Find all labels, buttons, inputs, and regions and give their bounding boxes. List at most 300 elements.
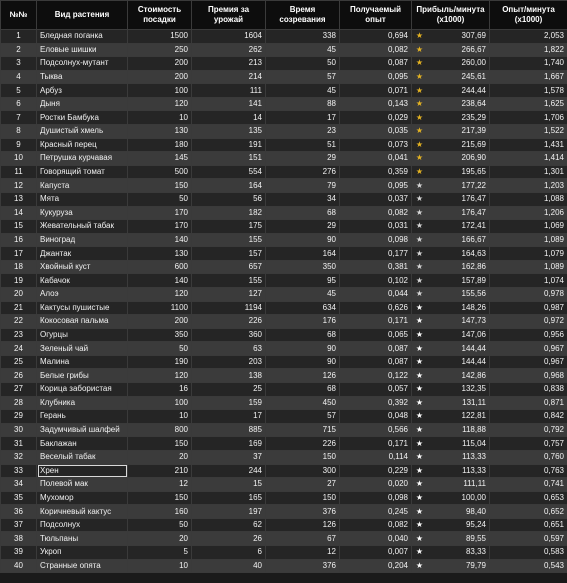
cell-harvest-bonus[interactable]: 6 <box>192 545 266 559</box>
cell-row-number[interactable]: 11 <box>1 165 37 179</box>
cell-profit-per-minute[interactable] <box>412 206 490 220</box>
cell-ripening-time[interactable]: 126 <box>266 369 340 383</box>
cell-harvest-bonus[interactable]: 657 <box>192 260 266 274</box>
cell-profit-per-minute[interactable] <box>412 437 490 451</box>
cell-row-number[interactable]: 40 <box>1 559 37 573</box>
cell-plant-name[interactable]: Белые грибы <box>37 369 128 383</box>
cell-harvest-bonus[interactable]: 159 <box>192 396 266 410</box>
cell-planting-cost[interactable]: 210 <box>128 464 192 478</box>
cell-profit-per-minute[interactable] <box>412 342 490 356</box>
cell-harvest-bonus[interactable]: 1194 <box>192 301 266 315</box>
header-time[interactable]: Время созревания <box>266 1 340 30</box>
cell-experience-per-minute[interactable]: 1,822 <box>490 43 567 57</box>
cell-harvest-bonus[interactable]: 56 <box>192 192 266 206</box>
cell-experience-per-minute[interactable]: 1,069 <box>490 220 567 234</box>
cell-plant-name[interactable]: Кабачок <box>37 274 128 288</box>
cell-plant-name[interactable]: Корица забористая <box>37 383 128 397</box>
cell-planting-cost[interactable]: 20 <box>128 450 192 464</box>
cell-harvest-bonus[interactable]: 214 <box>192 70 266 84</box>
cell-ripening-time[interactable]: 51 <box>266 138 340 152</box>
cell-harvest-bonus[interactable]: 164 <box>192 179 266 193</box>
cell-ripening-time[interactable]: 88 <box>266 97 340 111</box>
cell-plant-name[interactable]: Мухомор <box>37 491 128 505</box>
cell-experience[interactable]: 0,071 <box>340 84 412 98</box>
cell-experience-per-minute[interactable]: 0,653 <box>490 491 567 505</box>
cell-planting-cost[interactable]: 120 <box>128 287 192 301</box>
cell-experience-per-minute[interactable]: 0,792 <box>490 423 567 437</box>
cell-row-number[interactable]: 13 <box>1 192 37 206</box>
cell-row-number[interactable]: 5 <box>1 84 37 98</box>
cell-planting-cost[interactable]: 180 <box>128 138 192 152</box>
cell-experience[interactable]: 0,114 <box>340 450 412 464</box>
cell-ripening-time[interactable]: 68 <box>266 328 340 342</box>
cell-harvest-bonus[interactable]: 554 <box>192 165 266 179</box>
cell-ripening-time[interactable]: 45 <box>266 43 340 57</box>
cell-experience[interactable]: 0,566 <box>340 423 412 437</box>
cell-row-number[interactable]: 22 <box>1 315 37 329</box>
cell-harvest-bonus[interactable]: 40 <box>192 559 266 573</box>
cell-experience[interactable]: 0,122 <box>340 369 412 383</box>
cell-experience[interactable]: 0,082 <box>340 43 412 57</box>
cell-experience-per-minute[interactable]: 1,089 <box>490 260 567 274</box>
cell-experience[interactable]: 0,087 <box>340 342 412 356</box>
cell-ripening-time[interactable]: 57 <box>266 410 340 424</box>
cell-plant-name[interactable]: Арбуз <box>37 84 128 98</box>
cell-harvest-bonus[interactable]: 885 <box>192 423 266 437</box>
cell-plant-name[interactable]: Хвойный куст <box>37 260 128 274</box>
cell-harvest-bonus[interactable]: 14 <box>192 111 266 125</box>
cell-ripening-time[interactable]: 126 <box>266 518 340 532</box>
cell-ripening-time[interactable]: 95 <box>266 274 340 288</box>
header-harvest[interactable]: Премия за урожай <box>192 1 266 30</box>
cell-ripening-time[interactable]: 338 <box>266 30 340 44</box>
cell-experience-per-minute[interactable]: 0,757 <box>490 437 567 451</box>
cell-experience-per-minute[interactable]: 0,956 <box>490 328 567 342</box>
cell-ripening-time[interactable]: 715 <box>266 423 340 437</box>
cell-experience-per-minute[interactable]: 1,625 <box>490 97 567 111</box>
cell-ripening-time[interactable]: 12 <box>266 545 340 559</box>
cell-row-number[interactable]: 1 <box>1 30 37 44</box>
cell-experience-per-minute[interactable]: 1,578 <box>490 84 567 98</box>
cell-profit-per-minute[interactable] <box>412 125 490 139</box>
cell-ripening-time[interactable]: 68 <box>266 206 340 220</box>
cell-row-number[interactable]: 34 <box>1 478 37 492</box>
cell-plant-name[interactable]: Говорящий томат <box>37 165 128 179</box>
cell-profit-per-minute[interactable] <box>412 274 490 288</box>
cell-experience-per-minute[interactable]: 1,414 <box>490 152 567 166</box>
cell-plant-name[interactable]: Красный перец <box>37 138 128 152</box>
cell-profit-per-minute[interactable] <box>412 97 490 111</box>
cell-plant-name[interactable]: Бледная поганка <box>37 30 128 44</box>
cell-ripening-time[interactable]: 150 <box>266 450 340 464</box>
cell-profit-per-minute[interactable] <box>412 396 490 410</box>
cell-profit-per-minute[interactable] <box>412 152 490 166</box>
cell-planting-cost[interactable]: 100 <box>128 84 192 98</box>
cell-profit-per-minute[interactable] <box>412 192 490 206</box>
cell-planting-cost[interactable]: 140 <box>128 233 192 247</box>
cell-harvest-bonus[interactable]: 169 <box>192 437 266 451</box>
cell-experience[interactable]: 0,020 <box>340 478 412 492</box>
cell-experience-per-minute[interactable]: 0,978 <box>490 287 567 301</box>
cell-profit-per-minute[interactable] <box>412 478 490 492</box>
cell-planting-cost[interactable]: 130 <box>128 247 192 261</box>
cell-plant-name[interactable]: Огурцы <box>37 328 128 342</box>
cell-harvest-bonus[interactable]: 135 <box>192 125 266 139</box>
cell-experience[interactable]: 0,204 <box>340 559 412 573</box>
cell-plant-name[interactable]: Коричневый кактус <box>37 505 128 519</box>
cell-experience[interactable]: 0,626 <box>340 301 412 315</box>
cell-ripening-time[interactable]: 634 <box>266 301 340 315</box>
cell-profit-per-minute[interactable] <box>412 315 490 329</box>
cell-harvest-bonus[interactable]: 151 <box>192 152 266 166</box>
cell-plant-name[interactable]: Баклажан <box>37 437 128 451</box>
cell-ripening-time[interactable]: 67 <box>266 532 340 546</box>
cell-ripening-time[interactable]: 350 <box>266 260 340 274</box>
cell-row-number[interactable]: 6 <box>1 97 37 111</box>
cell-planting-cost[interactable]: 5 <box>128 545 192 559</box>
cell-harvest-bonus[interactable]: 226 <box>192 315 266 329</box>
cell-ripening-time[interactable]: 45 <box>266 287 340 301</box>
cell-row-number[interactable]: 18 <box>1 260 37 274</box>
cell-row-number[interactable]: 19 <box>1 274 37 288</box>
cell-experience[interactable]: 0,098 <box>340 233 412 247</box>
cell-plant-name[interactable]: Джантак <box>37 247 128 261</box>
cell-plant-name[interactable]: Тюльпаны <box>37 532 128 546</box>
cell-experience[interactable]: 0,044 <box>340 287 412 301</box>
cell-experience[interactable]: 0,095 <box>340 70 412 84</box>
cell-harvest-bonus[interactable]: 262 <box>192 43 266 57</box>
cell-harvest-bonus[interactable]: 175 <box>192 220 266 234</box>
cell-plant-name[interactable]: Алоэ <box>37 287 128 301</box>
cell-experience[interactable]: 0,040 <box>340 532 412 546</box>
header-name[interactable]: Вид растения <box>37 1 128 30</box>
cell-row-number[interactable]: 7 <box>1 111 37 125</box>
cell-experience-per-minute[interactable]: 0,967 <box>490 355 567 369</box>
cell-ripening-time[interactable]: 68 <box>266 383 340 397</box>
cell-profit-per-minute[interactable] <box>412 233 490 247</box>
cell-harvest-bonus[interactable]: 138 <box>192 369 266 383</box>
cell-ripening-time[interactable]: 376 <box>266 559 340 573</box>
cell-ripening-time[interactable]: 27 <box>266 478 340 492</box>
cell-experience-per-minute[interactable]: 0,987 <box>490 301 567 315</box>
cell-planting-cost[interactable]: 800 <box>128 423 192 437</box>
cell-harvest-bonus[interactable]: 15 <box>192 478 266 492</box>
header-cost[interactable]: Стоимость посадки <box>128 1 192 30</box>
cell-experience[interactable]: 0,082 <box>340 518 412 532</box>
cell-plant-name[interactable]: Кактусы пушистые <box>37 301 128 315</box>
cell-harvest-bonus[interactable]: 127 <box>192 287 266 301</box>
cell-experience[interactable]: 0,048 <box>340 410 412 424</box>
header-num[interactable]: №№ <box>1 1 37 30</box>
cell-ripening-time[interactable]: 90 <box>266 342 340 356</box>
cell-row-number[interactable]: 33 <box>1 464 37 478</box>
cell-planting-cost[interactable]: 100 <box>128 396 192 410</box>
cell-experience-per-minute[interactable]: 0,838 <box>490 383 567 397</box>
cell-ripening-time[interactable]: 29 <box>266 152 340 166</box>
cell-row-number[interactable]: 16 <box>1 233 37 247</box>
cell-experience[interactable]: 0,073 <box>340 138 412 152</box>
cell-profit-per-minute[interactable] <box>412 545 490 559</box>
cell-profit-per-minute[interactable] <box>412 355 490 369</box>
cell-experience-per-minute[interactable]: 1,522 <box>490 125 567 139</box>
cell-plant-name[interactable]: Герань <box>37 410 128 424</box>
cell-experience-per-minute[interactable]: 1,431 <box>490 138 567 152</box>
cell-planting-cost[interactable]: 600 <box>128 260 192 274</box>
cell-planting-cost[interactable]: 200 <box>128 57 192 71</box>
cell-ripening-time[interactable]: 164 <box>266 247 340 261</box>
cell-planting-cost[interactable]: 145 <box>128 152 192 166</box>
cell-ripening-time[interactable]: 90 <box>266 233 340 247</box>
cell-row-number[interactable]: 15 <box>1 220 37 234</box>
cell-experience[interactable]: 0,037 <box>340 192 412 206</box>
cell-harvest-bonus[interactable]: 141 <box>192 97 266 111</box>
cell-row-number[interactable]: 8 <box>1 125 37 139</box>
cell-harvest-bonus[interactable]: 155 <box>192 233 266 247</box>
cell-profit-per-minute[interactable] <box>412 559 490 573</box>
cell-row-number[interactable]: 9 <box>1 138 37 152</box>
cell-harvest-bonus[interactable]: 191 <box>192 138 266 152</box>
cell-plant-name[interactable]: Капуста <box>37 179 128 193</box>
cell-planting-cost[interactable]: 10 <box>128 410 192 424</box>
cell-row-number[interactable]: 38 <box>1 532 37 546</box>
cell-planting-cost[interactable]: 250 <box>128 43 192 57</box>
cell-harvest-bonus[interactable]: 1604 <box>192 30 266 44</box>
cell-experience-per-minute[interactable]: 0,583 <box>490 545 567 559</box>
cell-row-number[interactable]: 39 <box>1 545 37 559</box>
cell-experience[interactable]: 0,359 <box>340 165 412 179</box>
cell-experience-per-minute[interactable]: 0,651 <box>490 518 567 532</box>
cell-harvest-bonus[interactable]: 62 <box>192 518 266 532</box>
cell-profit-per-minute[interactable] <box>412 43 490 57</box>
cell-row-number[interactable]: 36 <box>1 505 37 519</box>
cell-ripening-time[interactable]: 45 <box>266 84 340 98</box>
cell-harvest-bonus[interactable]: 203 <box>192 355 266 369</box>
cell-plant-name[interactable]: Петрушка курчавая <box>37 152 128 166</box>
cell-experience-per-minute[interactable]: 1,706 <box>490 111 567 125</box>
cell-plant-name[interactable]: Кукуруза <box>37 206 128 220</box>
cell-ripening-time[interactable]: 29 <box>266 220 340 234</box>
cell-experience-per-minute[interactable]: 1,089 <box>490 233 567 247</box>
cell-plant-name[interactable]: Задумчивый шалфей <box>37 423 128 437</box>
cell-profit-per-minute[interactable] <box>412 518 490 532</box>
cell-profit-per-minute[interactable] <box>412 423 490 437</box>
cell-ripening-time[interactable]: 79 <box>266 179 340 193</box>
cell-ripening-time[interactable]: 34 <box>266 192 340 206</box>
cell-plant-name[interactable]: Клубника <box>37 396 128 410</box>
cell-planting-cost[interactable]: 12 <box>128 478 192 492</box>
cell-row-number[interactable]: 21 <box>1 301 37 315</box>
cell-harvest-bonus[interactable]: 182 <box>192 206 266 220</box>
cell-experience-per-minute[interactable]: 2,053 <box>490 30 567 44</box>
cell-plant-name[interactable]: Подсолнух <box>37 518 128 532</box>
cell-planting-cost[interactable]: 1100 <box>128 301 192 315</box>
cell-plant-name[interactable]: Еловые шишки <box>37 43 128 57</box>
cell-experience-per-minute[interactable]: 0,968 <box>490 369 567 383</box>
cell-experience[interactable]: 0,065 <box>340 328 412 342</box>
cell-experience-per-minute[interactable]: 0,597 <box>490 532 567 546</box>
cell-experience[interactable]: 0,381 <box>340 260 412 274</box>
cell-experience-per-minute[interactable]: 0,543 <box>490 559 567 573</box>
cell-experience-per-minute[interactable]: 0,842 <box>490 410 567 424</box>
cell-experience-per-minute[interactable]: 0,652 <box>490 505 567 519</box>
cell-plant-name[interactable]: Полевой мак <box>37 478 128 492</box>
cell-plant-name[interactable]: Хрен <box>37 464 128 478</box>
cell-experience-per-minute[interactable]: 0,871 <box>490 396 567 410</box>
cell-experience[interactable]: 0,087 <box>340 57 412 71</box>
cell-experience-per-minute[interactable]: 1,301 <box>490 165 567 179</box>
cell-plant-name[interactable]: Странные опята <box>37 559 128 573</box>
cell-harvest-bonus[interactable]: 25 <box>192 383 266 397</box>
cell-planting-cost[interactable]: 200 <box>128 70 192 84</box>
cell-experience-per-minute[interactable]: 1,206 <box>490 206 567 220</box>
cell-planting-cost[interactable]: 130 <box>128 125 192 139</box>
cell-plant-name[interactable]: Виноград <box>37 233 128 247</box>
cell-experience-per-minute[interactable]: 1,203 <box>490 179 567 193</box>
cell-profit-per-minute[interactable] <box>412 70 490 84</box>
cell-harvest-bonus[interactable]: 63 <box>192 342 266 356</box>
cell-planting-cost[interactable]: 10 <box>128 559 192 573</box>
cell-planting-cost[interactable]: 50 <box>128 518 192 532</box>
cell-ripening-time[interactable]: 50 <box>266 57 340 71</box>
cell-experience[interactable]: 0,095 <box>340 179 412 193</box>
cell-planting-cost[interactable]: 170 <box>128 220 192 234</box>
cell-profit-per-minute[interactable] <box>412 179 490 193</box>
cell-row-number[interactable]: 32 <box>1 450 37 464</box>
cell-planting-cost[interactable]: 1500 <box>128 30 192 44</box>
cell-experience[interactable]: 0,143 <box>340 97 412 111</box>
cell-experience[interactable]: 0,171 <box>340 437 412 451</box>
cell-ripening-time[interactable]: 376 <box>266 505 340 519</box>
cell-profit-per-minute[interactable] <box>412 532 490 546</box>
cell-planting-cost[interactable]: 10 <box>128 111 192 125</box>
cell-ripening-time[interactable]: 226 <box>266 437 340 451</box>
cell-plant-name[interactable]: Тыква <box>37 70 128 84</box>
cell-plant-name[interactable]: Жевательный табак <box>37 220 128 234</box>
cell-plant-name[interactable]: Мята <box>37 192 128 206</box>
cell-row-number[interactable]: 4 <box>1 70 37 84</box>
cell-profit-per-minute[interactable] <box>412 260 490 274</box>
cell-experience[interactable]: 0,029 <box>340 111 412 125</box>
cell-experience[interactable]: 0,087 <box>340 355 412 369</box>
cell-profit-per-minute[interactable] <box>412 30 490 44</box>
cell-experience-per-minute[interactable]: 0,972 <box>490 315 567 329</box>
cell-ripening-time[interactable]: 300 <box>266 464 340 478</box>
cell-plant-name[interactable]: Кокосовая пальма <box>37 315 128 329</box>
cell-profit-per-minute[interactable] <box>412 220 490 234</box>
cell-profit-per-minute[interactable] <box>412 247 490 261</box>
cell-experience[interactable]: 0,041 <box>340 152 412 166</box>
cell-harvest-bonus[interactable]: 111 <box>192 84 266 98</box>
cell-profit-per-minute[interactable] <box>412 505 490 519</box>
cell-row-number[interactable]: 20 <box>1 287 37 301</box>
header-profit[interactable]: Прибыль/минута (x1000) <box>412 1 490 30</box>
cell-experience-per-minute[interactable]: 1,740 <box>490 57 567 71</box>
cell-ripening-time[interactable]: 17 <box>266 111 340 125</box>
cell-planting-cost[interactable]: 120 <box>128 97 192 111</box>
cell-row-number[interactable]: 23 <box>1 328 37 342</box>
header-exp-min[interactable]: Опыт/минута (x1000) <box>490 1 567 30</box>
cell-profit-per-minute[interactable] <box>412 369 490 383</box>
cell-harvest-bonus[interactable]: 155 <box>192 274 266 288</box>
cell-profit-per-minute[interactable] <box>412 464 490 478</box>
cell-plant-name[interactable]: Веселый табак <box>37 450 128 464</box>
cell-planting-cost[interactable]: 50 <box>128 342 192 356</box>
cell-experience-per-minute[interactable]: 1,088 <box>490 192 567 206</box>
cell-profit-per-minute[interactable] <box>412 328 490 342</box>
cell-experience[interactable]: 0,171 <box>340 315 412 329</box>
cell-plant-name[interactable]: Душистый хмель <box>37 125 128 139</box>
cell-planting-cost[interactable]: 50 <box>128 192 192 206</box>
cell-planting-cost[interactable]: 16 <box>128 383 192 397</box>
cell-row-number[interactable]: 2 <box>1 43 37 57</box>
cell-row-number[interactable]: 14 <box>1 206 37 220</box>
cell-profit-per-minute[interactable] <box>412 287 490 301</box>
cell-plant-name[interactable]: Дыня <box>37 97 128 111</box>
cell-planting-cost[interactable]: 150 <box>128 179 192 193</box>
cell-row-number[interactable]: 26 <box>1 369 37 383</box>
cell-row-number[interactable]: 30 <box>1 423 37 437</box>
cell-ripening-time[interactable]: 276 <box>266 165 340 179</box>
cell-plant-name[interactable]: Зеленый чай <box>37 342 128 356</box>
cell-experience[interactable]: 0,392 <box>340 396 412 410</box>
cell-experience-per-minute[interactable]: 1,667 <box>490 70 567 84</box>
cell-profit-per-minute[interactable] <box>412 410 490 424</box>
cell-plant-name[interactable]: Подсолнух-мутант <box>37 57 128 71</box>
cell-harvest-bonus[interactable]: 165 <box>192 491 266 505</box>
cell-planting-cost[interactable]: 160 <box>128 505 192 519</box>
cell-experience-per-minute[interactable]: 0,741 <box>490 478 567 492</box>
cell-experience-per-minute[interactable]: 0,760 <box>490 450 567 464</box>
cell-planting-cost[interactable]: 120 <box>128 369 192 383</box>
cell-row-number[interactable]: 24 <box>1 342 37 356</box>
cell-experience[interactable]: 0,102 <box>340 274 412 288</box>
cell-profit-per-minute[interactable] <box>412 84 490 98</box>
cell-plant-name[interactable]: Ростки Бамбука <box>37 111 128 125</box>
cell-profit-per-minute[interactable] <box>412 450 490 464</box>
cell-planting-cost[interactable]: 140 <box>128 274 192 288</box>
cell-experience-per-minute[interactable]: 0,967 <box>490 342 567 356</box>
cell-ripening-time[interactable]: 23 <box>266 125 340 139</box>
cell-planting-cost[interactable]: 500 <box>128 165 192 179</box>
cell-experience[interactable]: 0,007 <box>340 545 412 559</box>
cell-experience-per-minute[interactable]: 1,074 <box>490 274 567 288</box>
cell-harvest-bonus[interactable]: 197 <box>192 505 266 519</box>
cell-planting-cost[interactable]: 200 <box>128 315 192 329</box>
cell-experience[interactable]: 0,098 <box>340 491 412 505</box>
cell-experience[interactable]: 0,035 <box>340 125 412 139</box>
cell-planting-cost[interactable]: 170 <box>128 206 192 220</box>
cell-profit-per-minute[interactable] <box>412 165 490 179</box>
cell-profit-per-minute[interactable] <box>412 57 490 71</box>
cell-experience-per-minute[interactable]: 0,763 <box>490 464 567 478</box>
cell-profit-per-minute[interactable] <box>412 491 490 505</box>
cell-harvest-bonus[interactable]: 37 <box>192 450 266 464</box>
cell-profit-per-minute[interactable] <box>412 138 490 152</box>
cell-harvest-bonus[interactable]: 360 <box>192 328 266 342</box>
cell-row-number[interactable]: 3 <box>1 57 37 71</box>
cell-experience[interactable]: 0,057 <box>340 383 412 397</box>
cell-row-number[interactable]: 31 <box>1 437 37 451</box>
cell-experience[interactable]: 0,082 <box>340 206 412 220</box>
cell-experience-per-minute[interactable]: 1,079 <box>490 247 567 261</box>
cell-planting-cost[interactable]: 350 <box>128 328 192 342</box>
cell-row-number[interactable]: 10 <box>1 152 37 166</box>
cell-experience[interactable]: 0,694 <box>340 30 412 44</box>
cell-profit-per-minute[interactable] <box>412 301 490 315</box>
cell-row-number[interactable]: 25 <box>1 355 37 369</box>
cell-ripening-time[interactable]: 150 <box>266 491 340 505</box>
cell-row-number[interactable]: 29 <box>1 410 37 424</box>
